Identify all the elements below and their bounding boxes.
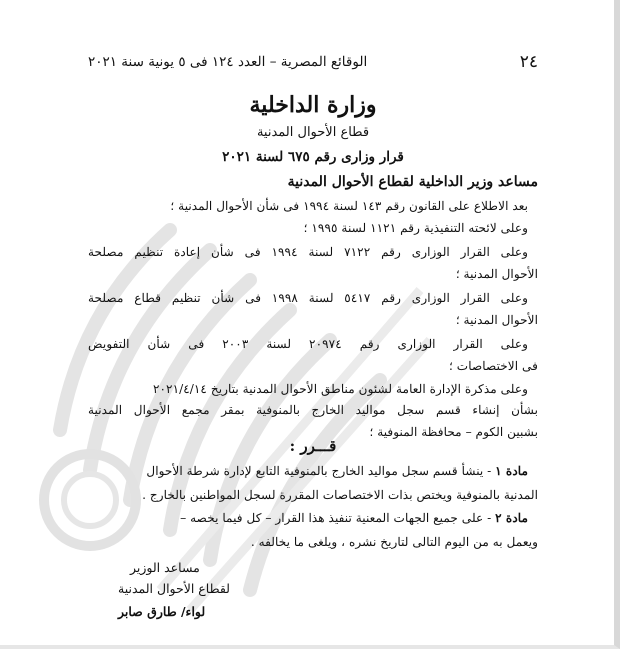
preamble-line: وعلى مذكرة الإدارة العامة لشئون مناطق الأحوال المدنية بتاريخ ٢٠٢١/٤/١٤ (152, 382, 528, 396)
sector-heading: قطاع الأحوال المدنية (256, 125, 370, 140)
preamble-line: الأحوال المدنية ؛ (455, 313, 538, 327)
issuer-line: مساعد وزير الداخلية لقطاع الأحوال المدنية (287, 174, 538, 190)
ministry-heading: وزارة الداخلية (249, 92, 377, 118)
decided-heading: قـــرر : (289, 437, 337, 455)
page-number: ٢٤ (519, 52, 538, 72)
signature-title-2: لقطاع الأحوال المدنية (118, 581, 230, 596)
article-1-continuation: المدنية بالمنوفية ويختص بذات الاختصاصات المقررة لسجل المواطنين بالخارج . (142, 488, 538, 502)
signature-name: لواء/ طارق صابر (118, 604, 206, 619)
gazette-title: الوقائع المصرية – العدد ١٢٤ فى ٥ يونية سنة ٢٠٢١ (88, 54, 368, 70)
article-1-text: - ينشأ قسم سجل مواليد الخارج بالمنوفية التابع لإدارة شرطة الأحوال (146, 464, 496, 478)
article-1-label: مادة ١ (495, 464, 528, 478)
preamble-line: الأحوال المدنية ؛ (455, 267, 538, 281)
preamble-line: بشبين الكوم – محافظة المنوفية ؛ (369, 425, 538, 439)
article-2-label: مادة ٢ (495, 511, 528, 525)
preamble-line: فى الاختصاصات ؛ (449, 359, 538, 373)
article-1 (88, 463, 528, 479)
preamble-line: وعلى القرار الوزارى رقم ٢٠٩٧٤ لسنة ٢٠٠٣ فى شأن التفويض (88, 337, 529, 351)
signature-title-1: مساعد الوزير (130, 560, 200, 575)
article-2-continuation: ويعمل به من اليوم التالى لتاريخ نشره ، ويلغى ما يخالفه . (250, 535, 538, 549)
preamble-line: بعد الاطلاع على القانون رقم ١٤٣ لسنة ١٩٩٤ فى شأن الأحوال المدنية ؛ (170, 199, 528, 213)
preamble-line: وعلى القرار الوزارى رقم ٥٤١٧ لسنة ١٩٩٨ فى شأن تنظيم قطاع مصلحة (88, 291, 528, 305)
page-header (88, 52, 538, 76)
preamble-line: بشأن إنشاء قسم سجل مواليد الخارج بالمنوفية بمقر مجمع الأحوال المدنية (88, 403, 538, 417)
article-2 (88, 510, 528, 526)
decree-title: قرار وزارى رقم ٦٧٥ لسنة ٢٠٢١ (222, 149, 404, 165)
article-2-text: - على جميع الجهات المعنية تنفيذ هذا القرار – كل فيما يخصه – (180, 511, 496, 525)
preamble-line: وعلى القرار الوزارى رقم ٧١٢٢ لسنة ١٩٩٤ فى شأن إعادة تنظيم مصلحة (88, 245, 529, 259)
preamble-line: وعلى لائحته التنفيذية رقم ١١٢١ لسنة ١٩٩٥ ؛ (303, 221, 528, 235)
